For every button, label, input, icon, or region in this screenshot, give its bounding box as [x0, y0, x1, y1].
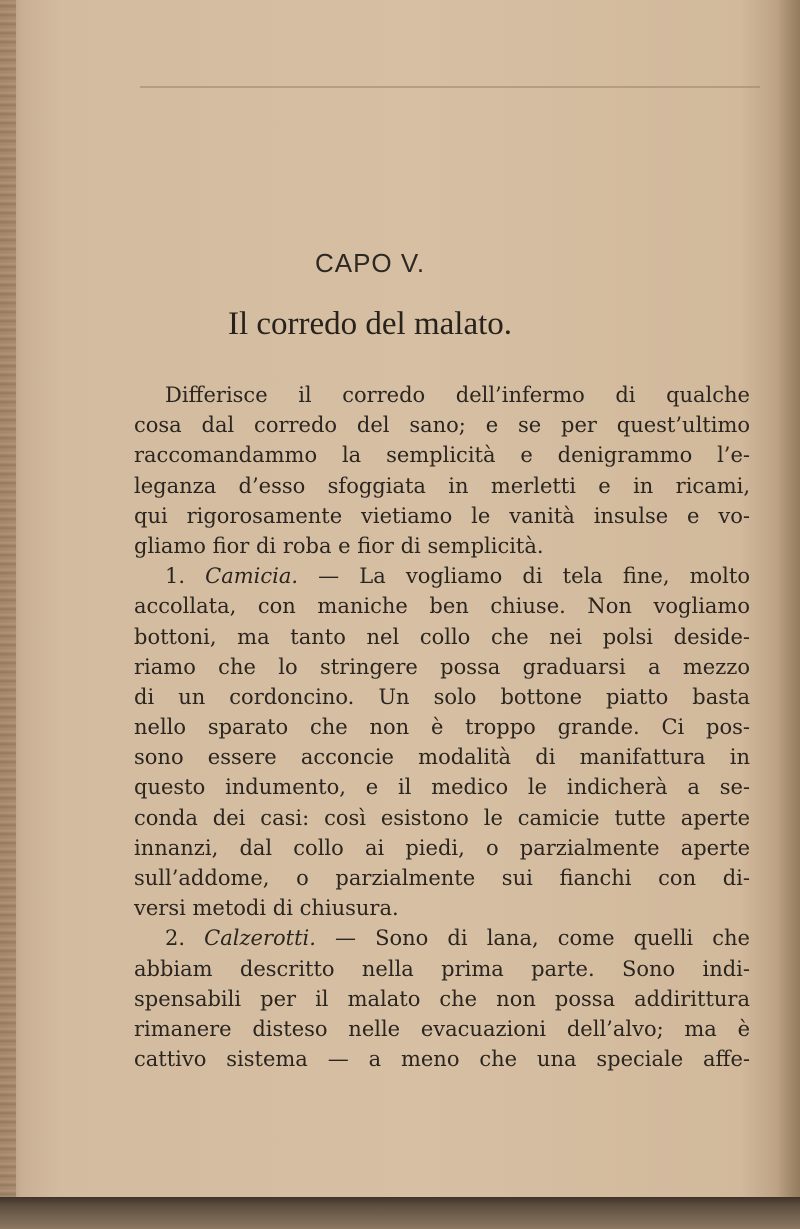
section-heading: Calzerotti.: [204, 926, 316, 951]
text-line: riamo che lo stringere possa graduarsi a mezzo: [134, 654, 750, 679]
section-first-line-text: — Sono di lana, come quelli che: [335, 926, 750, 951]
section-first-line: [134, 923, 750, 953]
text-line: innanzi, dal collo ai piedi, o parzialmente aperte: [134, 835, 750, 860]
chapter-heading: CAPO V.: [314, 248, 426, 278]
text-line: raccomandammo la semplicità e denigrammo l’e-: [134, 443, 750, 468]
text-line: bottoni, ma tanto nel collo che nei polsi deside-: [134, 624, 750, 649]
text-line: abbiam descritto nella prima parte. Sono indi-: [134, 956, 750, 981]
section-first-line: [134, 561, 750, 591]
header-rule: [140, 86, 760, 88]
text-line: spensabili per il malato che non possa addirittura: [134, 986, 750, 1011]
text-line: questo indumento, e il medico le indicherà a se-: [134, 775, 750, 800]
text-line: di un cordoncino. Un solo bottone piatto basta: [134, 684, 750, 709]
text-line: gliamo fior di roba e fior di semplicità.: [134, 533, 544, 558]
section-heading: Camicia.: [205, 564, 299, 589]
section-number: 1.: [165, 564, 186, 589]
section-number: 2.: [165, 926, 186, 951]
text-line: sull’addome, o parzialmente sui fianchi con di-: [134, 866, 750, 890]
text-line: cosa dal corredo del sano; e se per quest’ultimo: [134, 413, 750, 438]
text-line: rimanere disteso nelle evacuazioni dell’alvo; ma è: [134, 1016, 750, 1041]
section-first-line-text: — La vogliamo di tela fine, molto: [318, 564, 750, 589]
text-line: Differisce il corredo dell’infermo di qualche: [165, 383, 750, 407]
page-right-edge-shadow: [776, 0, 800, 1229]
text-line: versi metodi di chiusura.: [134, 896, 399, 921]
text-line: qui rigorosamente vietiamo le vanità insulse e vo-: [134, 503, 750, 528]
text-line: cattivo sistema — a meno che una speciale affe-: [134, 1047, 750, 1072]
text-line: nello sparato che non è troppo grande. Ci pos-: [134, 715, 750, 740]
page-binding-edge: [0, 0, 16, 1229]
text-line: sono essere acconcie modalità di manifattura in: [134, 745, 750, 770]
body-text: [134, 380, 750, 1074]
page-bottom-shadow: [0, 1197, 800, 1229]
text-line: accollata, con maniche ben chiuse. Non vogliamo: [134, 594, 750, 619]
text-line: conda dei casi: così esistono le camicie tutte aperte: [134, 805, 750, 830]
chapter-title: Il corredo del malato.: [227, 306, 513, 342]
text-line: leganza d’esso sfoggiata in merletti e in ricami,: [134, 473, 750, 498]
